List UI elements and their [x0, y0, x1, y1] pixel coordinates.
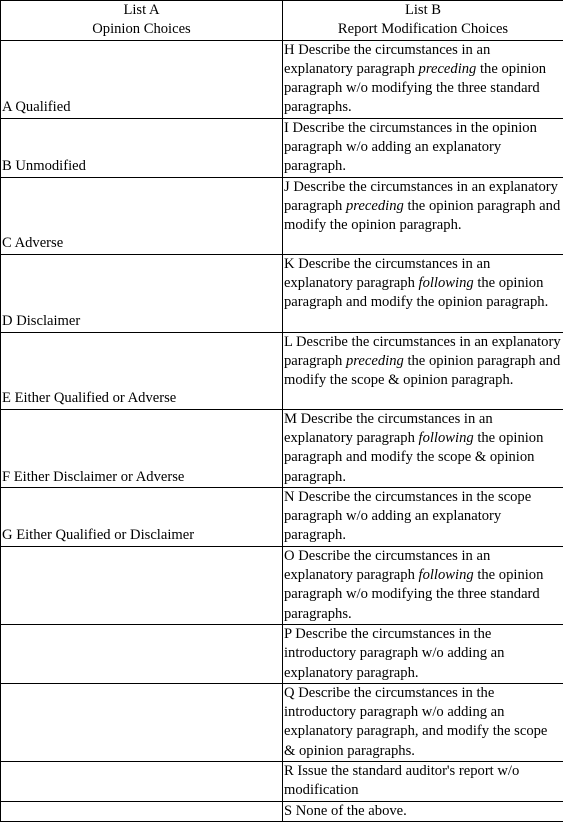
- choice-text-end: the opinion paragraph and modify the opinion paragraph.: [284, 275, 548, 310]
- modification-choice: [283, 487, 563, 546]
- modification-choice: [283, 40, 563, 118]
- table-row: [1, 409, 563, 487]
- list-b-title: List B: [284, 1, 562, 20]
- choice-emphasis: preceding: [346, 353, 404, 369]
- table-row: [1, 487, 563, 546]
- modification-choice: [283, 118, 563, 177]
- list-a-title: List A: [2, 1, 281, 20]
- modification-choice: [283, 762, 563, 802]
- choice-emphasis: following: [419, 430, 474, 446]
- opinion-choice: [1, 546, 283, 624]
- choice-text: O Describe the circumstances in an explanatory paragraph: [284, 548, 490, 583]
- table-row: [1, 40, 563, 118]
- choice-text: K Describe the circumstances in an explanatory paragraph: [284, 256, 490, 291]
- choice-text-end: the opinion paragraph and modify the scope & opinion paragraph.: [284, 353, 560, 388]
- choice-text: P Describe the circumstances in the introductory paragraph w/o adding an explanatory paragraph.: [284, 626, 504, 681]
- modification-choice: [283, 546, 563, 624]
- opinion-choice: D Disclaimer: [1, 254, 283, 332]
- list-b-subtitle: Report Modification Choices: [284, 20, 562, 39]
- choice-emphasis: following: [419, 275, 474, 291]
- opinion-choice: B Unmodified: [1, 118, 283, 177]
- choice-emphasis: preceding: [346, 198, 404, 214]
- table-row: [1, 683, 563, 761]
- modification-choice: [283, 177, 563, 254]
- choice-text-end: the opinion paragraph w/o modifying the three standard paragraphs.: [284, 567, 543, 622]
- opinion-choice: [1, 801, 283, 821]
- choice-text: N Describe the circumstances in the scope paragraph w/o adding an explanatory paragraph.: [284, 489, 531, 544]
- opinion-choice: G Either Qualified or Disclaimer: [1, 487, 283, 546]
- table-row: [1, 801, 563, 821]
- modification-choice: [283, 624, 563, 683]
- choice-text: I Describe the circumstances in the opinion paragraph w/o adding an explanatory paragraph.: [284, 120, 537, 175]
- choice-emphasis: preceding: [419, 61, 477, 77]
- opinion-choice: [1, 624, 283, 683]
- header-row: [1, 1, 563, 41]
- modification-choice: [283, 683, 563, 761]
- opinion-choice: F Either Disclaimer or Adverse: [1, 409, 283, 487]
- choice-text-end: the opinion paragraph and modify the opinion paragraph.: [284, 198, 560, 233]
- opinion-choice: C Adverse: [1, 177, 283, 254]
- choice-text: Q Describe the circumstances in the introductory paragraph w/o adding an explanatory paragraph, and modify the scope & opinion paragraphs.: [284, 685, 547, 759]
- opinion-choice: [1, 683, 283, 761]
- table-row: [1, 254, 563, 332]
- list-a-header: [1, 1, 283, 41]
- table-row: [1, 624, 563, 683]
- table-row: [1, 118, 563, 177]
- choice-text: S None of the above.: [284, 803, 407, 819]
- list-b-header: [283, 1, 563, 41]
- opinion-choice: E Either Qualified or Adverse: [1, 332, 283, 409]
- modification-choice: [283, 254, 563, 332]
- list-a-subtitle: Opinion Choices: [2, 20, 281, 39]
- choice-text: R Issue the standard auditor's report w/o modification: [284, 763, 519, 798]
- opinion-choice: [1, 762, 283, 802]
- table-row: [1, 546, 563, 624]
- modification-choice: [283, 409, 563, 487]
- choice-text-end: the opinion paragraph w/o modifying the three standard paragraphs.: [284, 61, 546, 116]
- table-row: [1, 762, 563, 802]
- modification-choice: [283, 332, 563, 409]
- choice-text-end: the opinion paragraph and modify the scope & opinion paragraph.: [284, 430, 543, 485]
- opinion-choice: A Qualified: [1, 40, 283, 118]
- table-row: [1, 332, 563, 409]
- modification-choice: [283, 801, 563, 821]
- choice-emphasis: following: [419, 567, 474, 583]
- choice-text: J Describe the circumstances in an explanatory paragraph: [284, 179, 558, 214]
- choice-text: L Describe the circumstances in an explanatory paragraph: [284, 334, 561, 369]
- table-row: [1, 177, 563, 254]
- choice-text: H Describe the circumstances in an explanatory paragraph: [284, 42, 490, 77]
- choice-text: M Describe the circumstances in an explanatory paragraph: [284, 411, 493, 446]
